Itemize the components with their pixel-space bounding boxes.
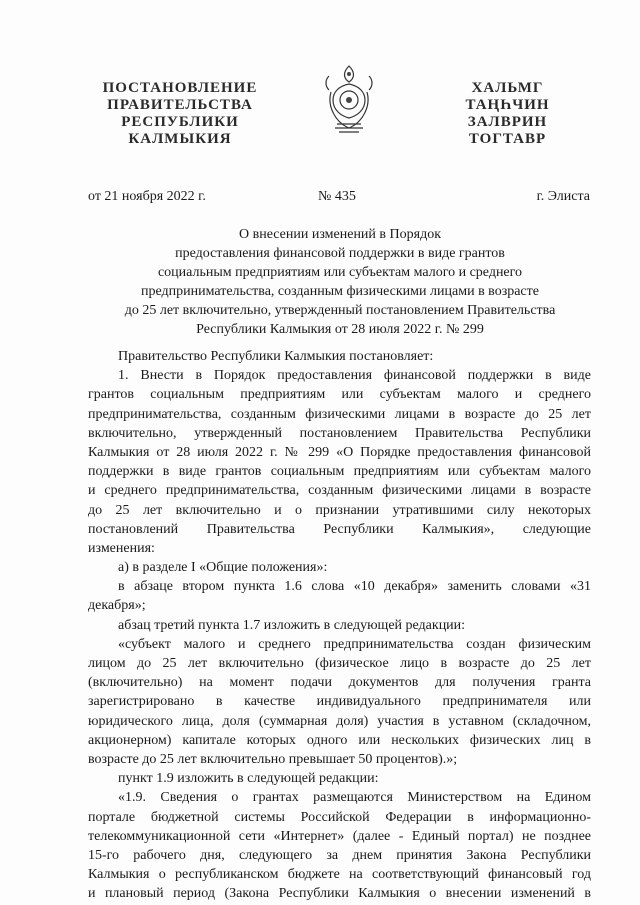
header-right-line: ТАҢҺЧИН (465, 97, 550, 113)
body-text-line: Калмыкия от 28 июля 2022 г. № 299 «О Порядке предоставления финансовой (88, 444, 591, 460)
header-left-line: РЕСПУБЛИКИ (121, 114, 239, 130)
body-text-line: зарегистрировано в качестве индивидуального предпринимателя или (88, 694, 591, 710)
body-text-line: лицом до 25 лет включительно (физическое лицо в возрасте до 25 лет (88, 656, 591, 671)
body-text-line: «1.9. Сведения о грантах размещаются Министерством на Едином (118, 790, 591, 806)
header-right-kalmyk (455, 80, 560, 148)
body-text-line: Калмыкия о республиканском бюджете на соответствующий финансовый год (88, 867, 591, 883)
title-line: О внесении изменений в Порядок (238, 227, 441, 242)
header-right-line: ЗАЛВРИН (467, 114, 548, 130)
header-left-line: ПРАВИТЕЛЬСТВА (107, 97, 253, 113)
body-text-line: и среднего предпринимательства, созданным физическими лицами в возрасте (88, 483, 591, 499)
body-text-line: (включительно) на момент подачи документов для получения гранта (88, 675, 591, 691)
body-text-line: предпринимательства, созданным физическими лицами в возрасте до 25 лет (88, 406, 591, 422)
body-text-line: постановлений Правительства Республики Калмыкия», следующие (88, 521, 591, 537)
header-left-russian (95, 80, 265, 148)
body-text-line: и плановый период (Закона Республики Калмыкия о внесении изменений в (88, 886, 591, 902)
document-body (88, 347, 591, 903)
body-text-line: до 25 лет включительно и о признании утратившими силу некоторых (88, 502, 591, 518)
document-date: от 21 ноября 2022 г. (88, 189, 206, 204)
header-left-line: ПОСТАНОВЛЕНИЕ (102, 80, 258, 96)
body-text-line: декабря»; (88, 598, 146, 614)
body-text-line: грантов социальным предприятиям или субъектам малого и среднего (88, 387, 591, 403)
body-text-line: абзац третий пункта 1.7 изложить в следующей редакции: (118, 617, 466, 633)
body-text-line: портале бюджетной системы Российской Федерации в информационно- (88, 809, 591, 825)
body-text-line: пункт 1.9 изложить в следующей редакции: (118, 771, 379, 787)
document-title (90, 225, 590, 339)
title-line: социальным предприятиям или субъектам малого и среднего (157, 265, 523, 280)
body-text-line: включительно, утвержденный постановлением Правительства Республики (88, 425, 591, 441)
header-right-line: ХАЛЬМГ (471, 80, 544, 96)
body-text-line: 15-го рабочего дня, следующего за днем принятия Закона Республики (88, 847, 591, 863)
body-text-line: поддержки в виде грантов социальным предприятиям или субъектам малого (88, 464, 591, 480)
body-text-line: «субъект малого и среднего предпринимательства создан физическим (118, 636, 591, 652)
document-number: № 435 (318, 189, 356, 204)
header-left-line: КАЛМЫКИЯ (128, 131, 232, 147)
body-text-line: возрасте до 25 лет включительно превышает 50 процентов).»; (88, 751, 458, 767)
title-line: предпринимательства, созданным физическими лицами в возрасте (141, 284, 539, 299)
body-text-line: 1. Внести в Порядок предоставления финансовой поддержки в виде (118, 368, 591, 384)
body-text-line: акционерном) капитале которых одного или нескольких физических лиц в (88, 732, 591, 748)
header-right-line: ТОГТАВР (468, 131, 547, 147)
body-text-line: телекоммуникационной сети «Интернет» (далее - Единый портал) не позднее (88, 828, 591, 844)
coat-of-arms-emblem (321, 62, 377, 136)
title-line: предоставления финансовой поддержки в виде грантов (175, 246, 505, 261)
body-text-line: Правительство Республики Калмыкия постановляет: (118, 349, 434, 364)
document-city: г. Элиста (536, 189, 590, 204)
body-text-line: юридического лица, доля (суммарная доля) участия в уставном (складочном, (88, 713, 591, 729)
body-text-line: а) в разделе I «Общие положения»: (118, 560, 328, 576)
title-line: до 25 лет включительно, утвержденный постановлением Правительства (124, 303, 556, 318)
body-text-line: в абзаце втором пункта 1.6 слова «10 декабря» заменить словами «31 (118, 579, 591, 595)
body-text-line: изменения: (88, 540, 155, 556)
title-line: Республики Калмыкия от 28 июля 2022 г. № 299 (196, 322, 484, 337)
